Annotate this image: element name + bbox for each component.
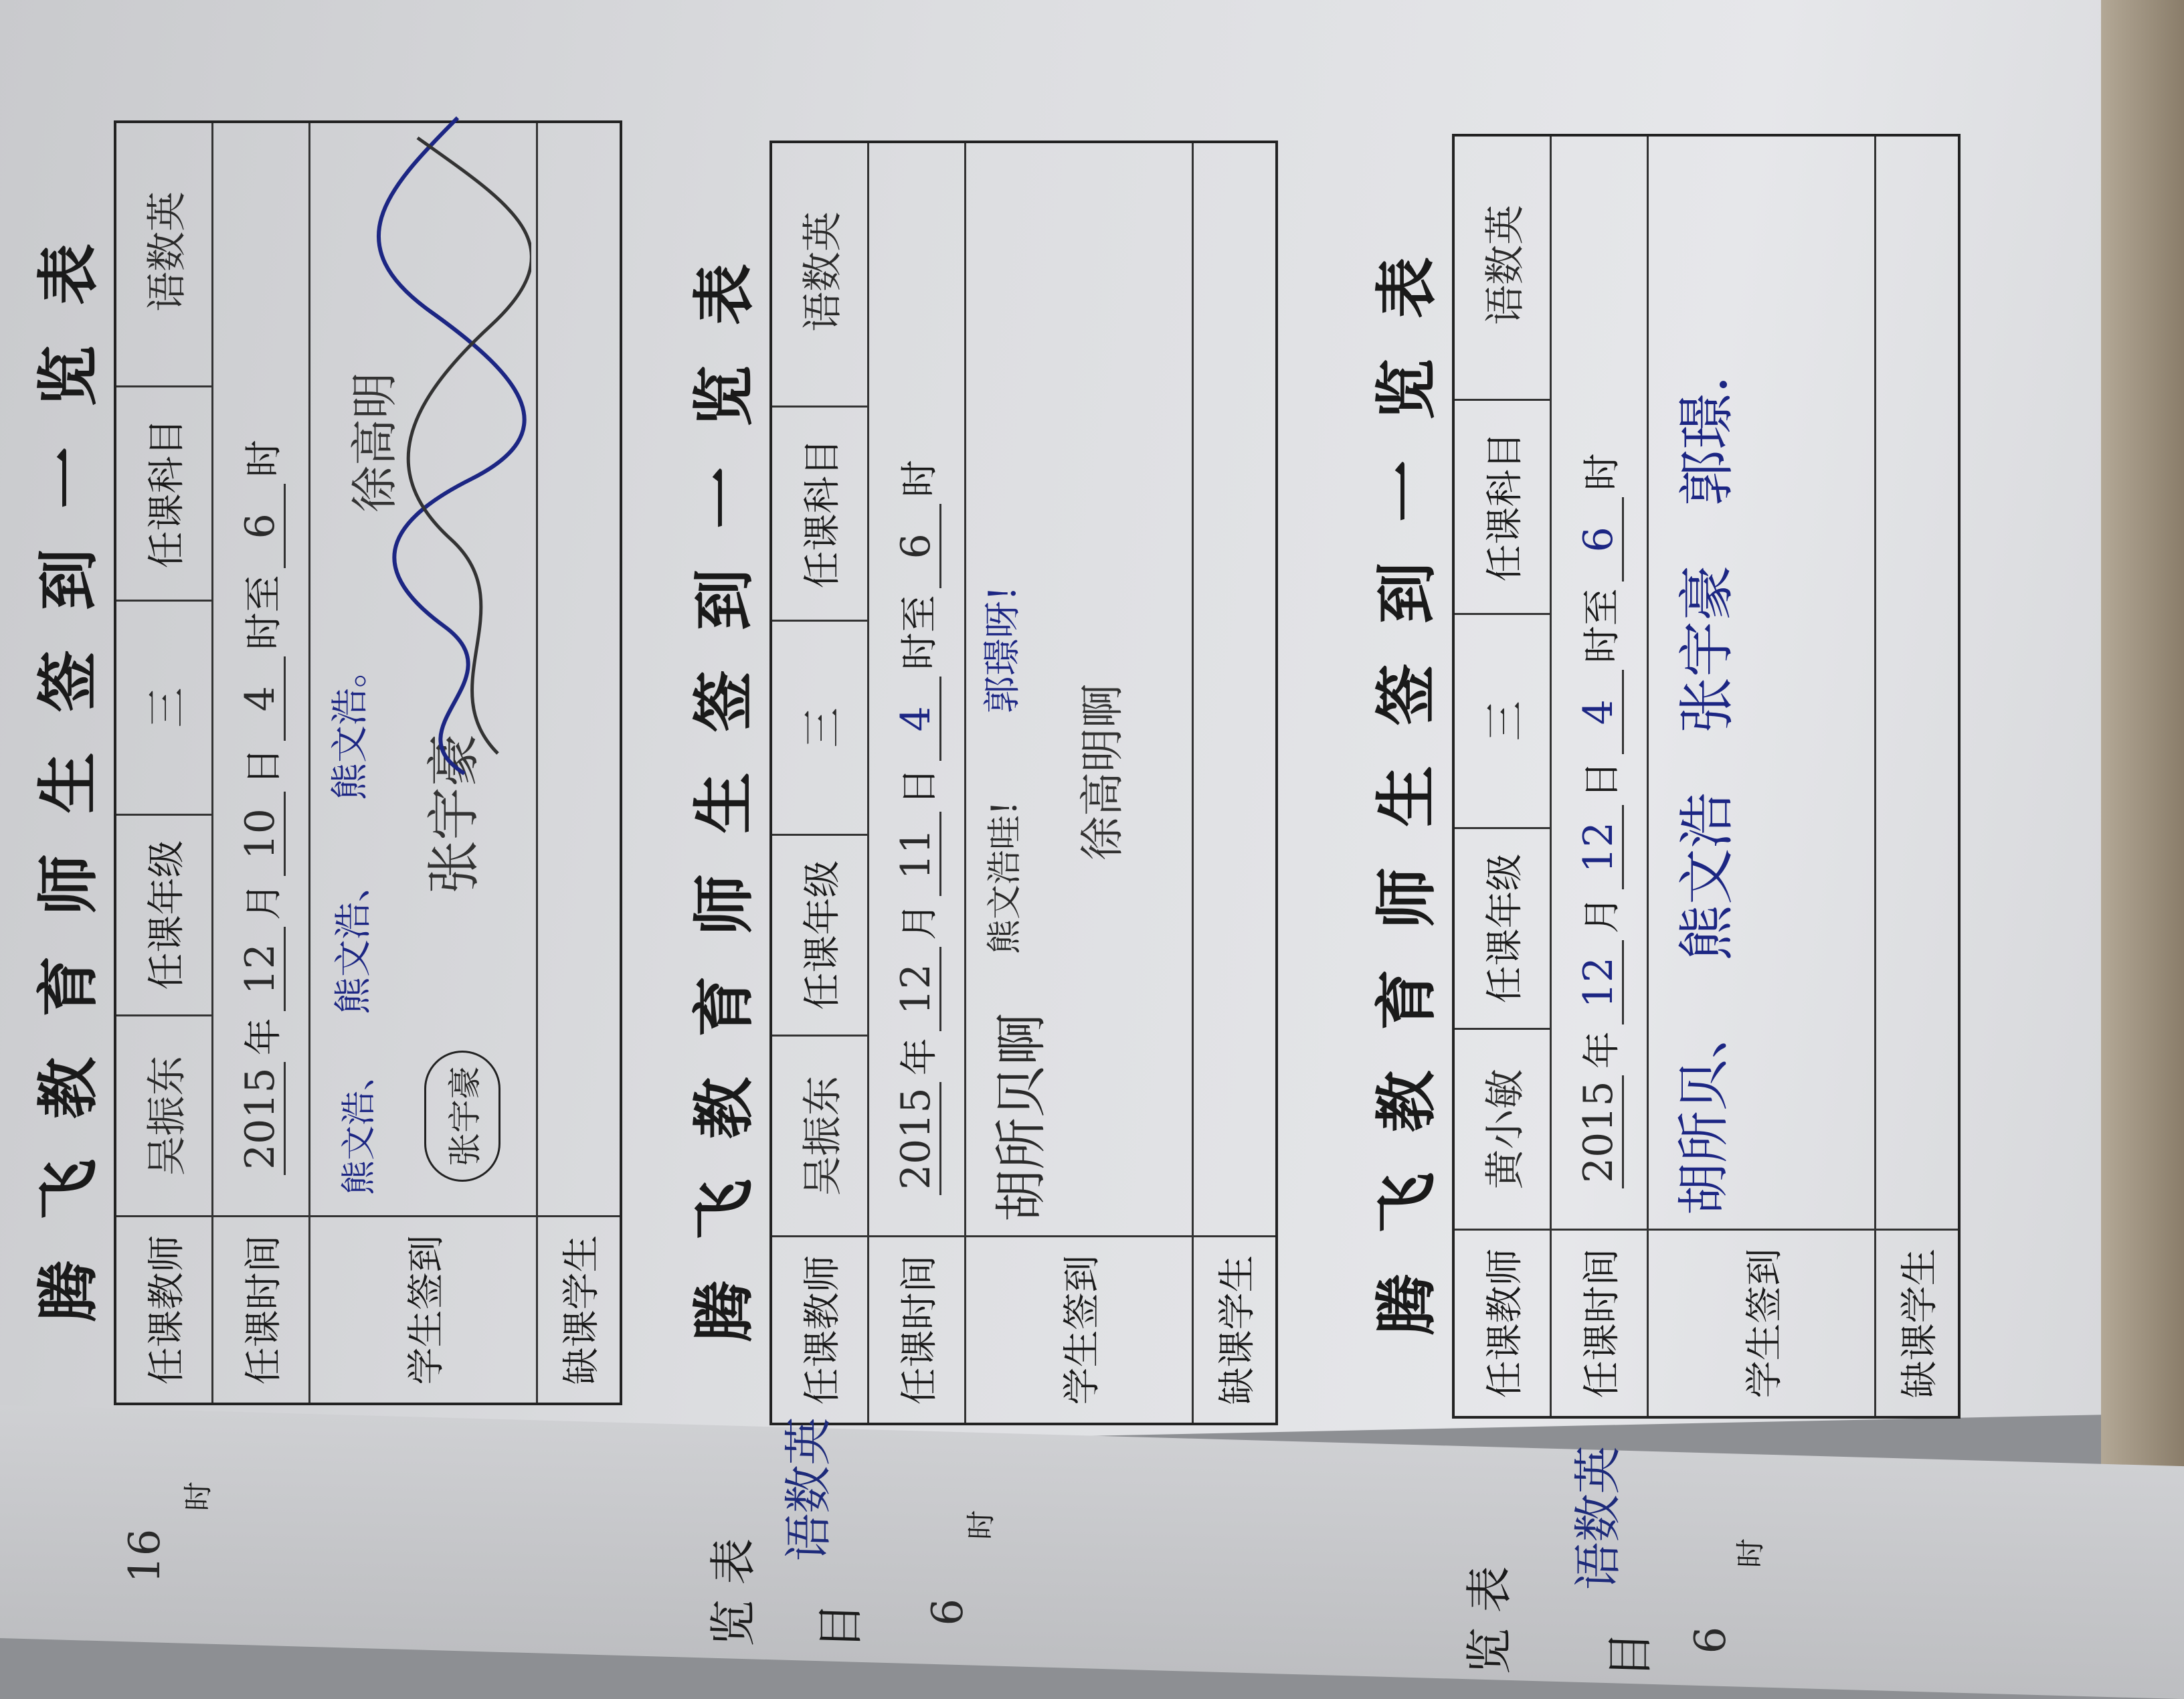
signin-name: 熊文浩 bbox=[1674, 792, 1740, 961]
signin-name: 郭璟. bbox=[1674, 375, 1740, 506]
row-time bbox=[213, 123, 310, 1403]
year-value: 2015 bbox=[893, 1082, 941, 1195]
year-unit: 年 bbox=[242, 1018, 286, 1056]
form-title: 腾飞教育师生签到一览表 bbox=[1370, 217, 1443, 1336]
signin-form-2 bbox=[669, 141, 1291, 1425]
year-unit: 年 bbox=[898, 1038, 941, 1076]
signin-name: 张宇豪 bbox=[1674, 564, 1740, 733]
year-value: 2015 bbox=[1575, 1075, 1624, 1188]
signin-name: 郭璟呀! bbox=[981, 586, 1024, 713]
absent-value bbox=[1876, 137, 1958, 1229]
grade-value: 三 bbox=[1455, 613, 1550, 827]
month-value: 12 bbox=[893, 947, 941, 1031]
signin-name: 胡所贝、 bbox=[1674, 1006, 1734, 1215]
year-unit: 年 bbox=[1580, 1031, 1624, 1069]
form-grid bbox=[114, 120, 622, 1405]
form-title: 腾飞教育师生签到一览表 bbox=[688, 223, 760, 1343]
next-title-fragment: 览 表 bbox=[1462, 1564, 1517, 1676]
end-unit: 时 bbox=[242, 440, 286, 478]
label-signin: 学生签到 bbox=[966, 1235, 1192, 1423]
teacher-value: 吴振东 bbox=[116, 1014, 211, 1215]
signin-form-1 bbox=[13, 120, 636, 1405]
next-hour: 6 bbox=[1686, 1625, 1736, 1655]
time-line bbox=[213, 123, 308, 1215]
subject-value: 语数英 bbox=[144, 191, 191, 312]
next-label-fragment: 目 bbox=[813, 1601, 868, 1651]
label-signin: 学生签到 bbox=[310, 1215, 536, 1403]
grade-value: 三 bbox=[116, 600, 211, 814]
label-grade: 任课年级 bbox=[1455, 827, 1550, 1028]
row-time bbox=[1552, 137, 1649, 1416]
grade-value: 三 bbox=[772, 620, 867, 834]
form-grid bbox=[769, 141, 1278, 1425]
signin-form-3 bbox=[1352, 134, 1974, 1419]
next-hour-unit: 时 bbox=[964, 1510, 998, 1540]
signin-name: 张宇豪 bbox=[424, 1051, 500, 1182]
form-grid bbox=[1452, 134, 1961, 1419]
next-hour: 16 bbox=[120, 1528, 170, 1585]
label-absent: 缺课学生 bbox=[538, 1215, 620, 1403]
month-value: 12 bbox=[237, 927, 286, 1011]
end-hour-value: 6 bbox=[237, 484, 286, 568]
row-signin bbox=[310, 123, 538, 1403]
row-time bbox=[869, 143, 966, 1423]
label-grade: 任课年级 bbox=[772, 834, 867, 1035]
next-hour-unit: 时 bbox=[1734, 1538, 1768, 1569]
label-time: 任课时间 bbox=[213, 1215, 308, 1403]
next-hour: 6 bbox=[923, 1597, 973, 1627]
month-unit: 月 bbox=[242, 883, 286, 921]
day-value: 11 bbox=[893, 812, 941, 896]
end-hour-value: 6 bbox=[893, 504, 941, 588]
row-signin bbox=[966, 143, 1194, 1423]
next-subject: 语数英 bbox=[780, 1416, 836, 1562]
label-teacher: 任课教师 bbox=[772, 1235, 867, 1423]
label-subject: 任课科目 bbox=[1455, 399, 1550, 613]
day-unit: 日 bbox=[898, 768, 941, 806]
time-line bbox=[869, 143, 964, 1235]
month-value: 12 bbox=[1575, 940, 1624, 1024]
signature-scribble bbox=[364, 111, 531, 780]
page-edge bbox=[2101, 0, 2184, 1638]
next-subject: 语数英 bbox=[1570, 1445, 1626, 1591]
row-absent bbox=[538, 123, 620, 1403]
day-unit: 日 bbox=[1580, 761, 1624, 799]
teacher-value: 黄小敏 bbox=[1455, 1028, 1550, 1229]
start-hour-value: 4 bbox=[893, 677, 941, 761]
label-teacher: 任课教师 bbox=[116, 1215, 211, 1403]
day-value: 10 bbox=[237, 792, 286, 876]
start-unit: 时至 bbox=[898, 595, 941, 670]
start-hour-value: 4 bbox=[1575, 670, 1624, 754]
subject-value: 语数英 bbox=[1482, 205, 1529, 325]
label-time: 任课时间 bbox=[1552, 1229, 1647, 1416]
next-page-strip bbox=[0, 1405, 2184, 1699]
signin-name: 徐高明啊 bbox=[1077, 684, 1128, 861]
month-unit: 月 bbox=[1580, 896, 1624, 934]
next-title-fragment: 览 表 bbox=[706, 1537, 761, 1647]
signin-area bbox=[966, 143, 1192, 1235]
end-unit: 时 bbox=[898, 460, 941, 498]
signin-name: 熊文浩哇! bbox=[985, 801, 1025, 954]
form-title: 腾飞教育师生签到一览表 bbox=[32, 203, 104, 1323]
absent-value bbox=[1194, 143, 1275, 1235]
signin-name: 徐高明 bbox=[347, 372, 402, 513]
signin-area bbox=[1649, 137, 1874, 1229]
time-line bbox=[1552, 137, 1647, 1229]
label-subject: 任课科目 bbox=[772, 406, 867, 620]
label-grade: 任课年级 bbox=[116, 814, 211, 1014]
label-time: 任课时间 bbox=[869, 1235, 964, 1423]
teacher-value: 吴振东 bbox=[772, 1035, 867, 1235]
label-absent: 缺课学生 bbox=[1194, 1235, 1275, 1423]
label-signin: 学生签到 bbox=[1649, 1229, 1874, 1416]
label-subject: 任课科目 bbox=[116, 385, 211, 600]
row-teacher bbox=[1455, 137, 1552, 1416]
signin-name: 张宇豪 bbox=[423, 733, 485, 894]
row-teacher bbox=[772, 143, 869, 1423]
start-unit: 时至 bbox=[1580, 588, 1624, 664]
label-teacher: 任课教师 bbox=[1455, 1229, 1550, 1416]
day-value: 12 bbox=[1575, 805, 1624, 889]
row-teacher bbox=[116, 123, 213, 1403]
signin-area bbox=[310, 123, 536, 1215]
signin-name: 熊文浩、 bbox=[332, 865, 375, 1014]
year-value: 2015 bbox=[237, 1062, 286, 1175]
signin-name: 熊文浩、 bbox=[339, 1055, 379, 1195]
signin-name: 熊文浩。 bbox=[329, 650, 372, 800]
row-signin bbox=[1649, 137, 1876, 1416]
label-absent: 缺课学生 bbox=[1876, 1229, 1958, 1416]
subject-value: 语数英 bbox=[800, 211, 846, 332]
day-unit: 日 bbox=[242, 747, 286, 786]
absent-value bbox=[538, 123, 620, 1215]
next-label-fragment: 目 bbox=[1603, 1630, 1657, 1680]
month-unit: 月 bbox=[898, 903, 941, 941]
next-hour-unit: 时 bbox=[181, 1481, 215, 1512]
start-hour-value: 4 bbox=[237, 656, 286, 741]
row-absent bbox=[1194, 143, 1275, 1423]
end-hour-value: 6 bbox=[1575, 497, 1624, 582]
row-absent bbox=[1876, 137, 1958, 1416]
end-unit: 时 bbox=[1580, 453, 1624, 491]
signin-name: 胡所贝啊 bbox=[992, 1012, 1052, 1222]
start-unit: 时至 bbox=[242, 575, 286, 650]
